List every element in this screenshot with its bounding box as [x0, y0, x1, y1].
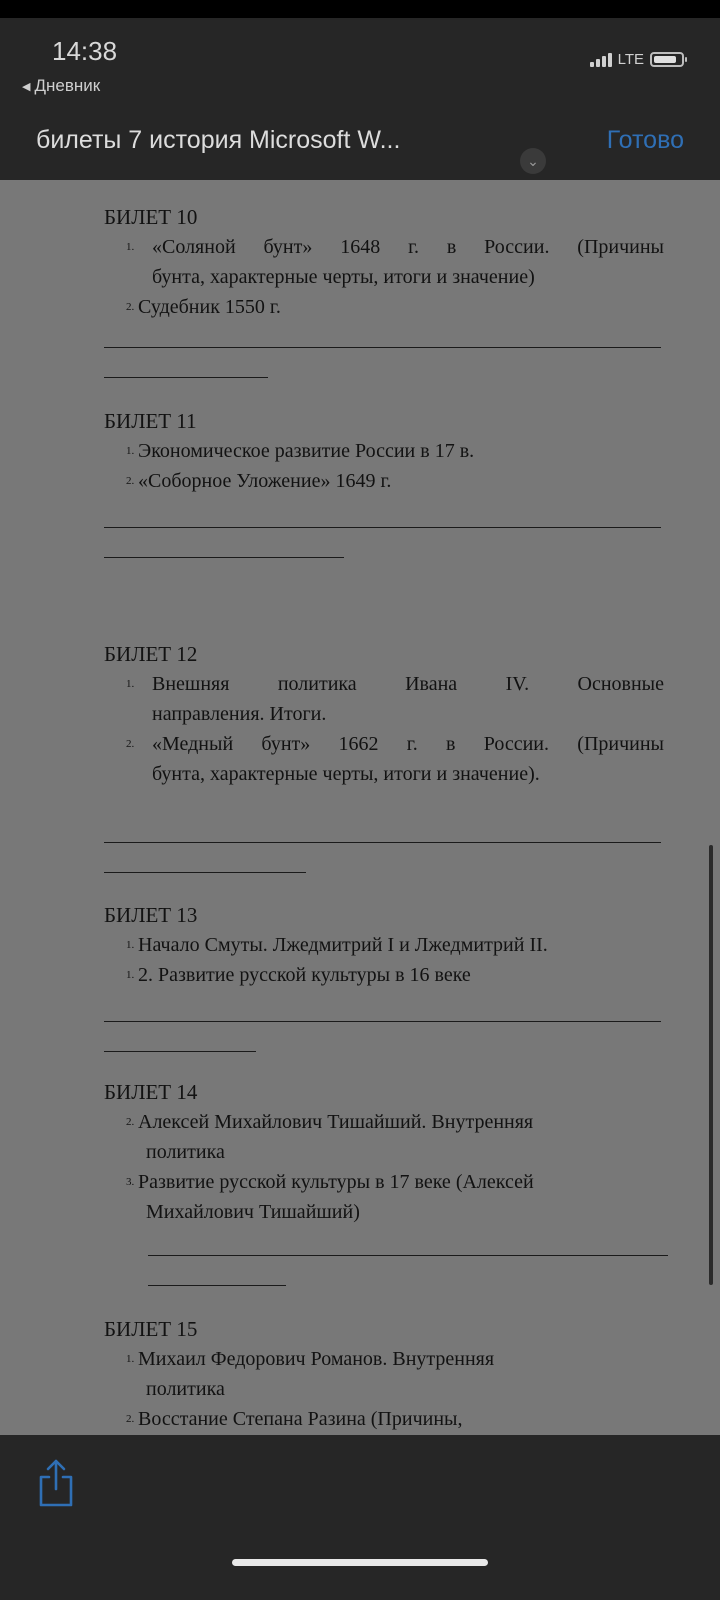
question-number: 2. [126, 475, 135, 487]
ticket-question [104, 466, 664, 496]
ticket-question-cont [104, 262, 664, 292]
network-type: LTE [617, 51, 644, 68]
signal-bars-icon [590, 53, 612, 67]
separator-line [104, 1021, 661, 1022]
question-line: «Соляной бунт» 1648 г. в России. (Причины [152, 236, 664, 258]
ticket-10 [104, 202, 664, 322]
question-line: «Медный бунт» 1662 г. в России. (Причины [152, 733, 664, 755]
separator-line [104, 527, 661, 528]
ticket-13 [104, 900, 664, 990]
ticket-question [104, 1344, 664, 1374]
question-number: 1. [126, 445, 135, 457]
ticket-question-cont [104, 1374, 664, 1404]
battery-icon [650, 52, 684, 67]
ticket-title: БИЛЕТ 13 [104, 903, 198, 927]
bottom-toolbar [0, 1435, 720, 1600]
question-number: 1. [126, 678, 135, 690]
question-line: Восстание Степана Разина (Причины, [138, 1408, 463, 1430]
separator-line [104, 557, 344, 558]
question-line: бунта, характерные черты, итоги и значение). [152, 763, 540, 785]
question-line: Михайлович Тишайший) [146, 1201, 360, 1223]
ticket-12 [104, 639, 664, 789]
question-line: направления. Итоги. [152, 703, 327, 725]
separator-line [148, 1255, 668, 1256]
ticket-question-cont [104, 759, 664, 789]
question-line: Судебник 1550 г. [138, 296, 281, 318]
separator-line [104, 1051, 256, 1052]
back-to-app-link[interactable] [22, 76, 100, 96]
ticket-title: БИЛЕТ 11 [104, 409, 197, 433]
question-line: Начало Смуты. Лжедмитрий I и Лжедмитрий II. [138, 934, 548, 956]
ticket-question [104, 1167, 664, 1197]
back-arrow-icon: ◀ [22, 80, 31, 93]
ticket-question-cont [104, 1137, 664, 1167]
share-icon[interactable] [37, 1457, 75, 1509]
separator-line [104, 872, 306, 873]
ticket-title: БИЛЕТ 14 [104, 1080, 198, 1104]
ticket-14 [104, 1077, 664, 1227]
question-line: Экономическое развитие России в 17 в. [138, 440, 475, 462]
ticket-question-cont [104, 1197, 664, 1227]
document-title[interactable]: билеты 7 история Microsoft W... [36, 126, 401, 154]
question-line: политика [146, 1141, 225, 1163]
question-line: Алексей Михайлович Тишайший. Внутренняя [138, 1111, 534, 1133]
ticket-question [104, 930, 664, 960]
status-indicators [590, 51, 684, 68]
question-number: 2. [126, 301, 135, 313]
separator-line [104, 347, 661, 348]
ticket-question-cont [104, 699, 664, 729]
question-number: 1. [126, 241, 135, 253]
question-number: 1. [126, 1353, 135, 1365]
ticket-question [104, 729, 664, 759]
separator-line [148, 1285, 286, 1286]
question-line: Михаил Федорович Романов. Внутренняя [138, 1348, 495, 1370]
question-number: 1. [126, 939, 135, 951]
chevron-down-icon[interactable]: ⌄ [520, 148, 546, 174]
status-time: 14:38 [52, 36, 118, 66]
question-number: 2. [126, 1413, 135, 1425]
top-bar [0, 18, 720, 180]
done-button[interactable]: Готово [606, 126, 684, 154]
question-line: 2. Развитие русской культуры в 16 веке [138, 964, 471, 986]
ticket-question [104, 1107, 664, 1137]
ticket-question [104, 669, 664, 699]
question-number: 1. [126, 969, 135, 981]
separator-line [104, 377, 268, 378]
ticket-question [104, 232, 664, 262]
ticket-title: БИЛЕТ 15 [104, 1317, 198, 1341]
question-line: Внешняя политика Ивана IV. Основные [152, 673, 664, 695]
vertical-scrollbar[interactable] [709, 845, 713, 1285]
ticket-question [104, 1404, 664, 1434]
ticket-11 [104, 406, 664, 496]
home-indicator[interactable] [232, 1559, 488, 1566]
question-line: бунта, характерные черты, итоги и значение) [152, 266, 535, 288]
ticket-title: БИЛЕТ 12 [104, 642, 198, 666]
ticket-title: БИЛЕТ 10 [104, 205, 198, 229]
question-line: «Соборное Уложение» 1649 г. [138, 470, 392, 492]
ticket-question [104, 436, 664, 466]
ticket-question [104, 292, 664, 322]
question-line: Развитие русской культуры в 17 веке (Алексей [138, 1171, 534, 1193]
separator-line [104, 842, 661, 843]
ticket-15 [104, 1314, 664, 1434]
question-number: 2. [126, 738, 135, 750]
question-number: 3. [126, 1176, 135, 1188]
ticket-question [104, 960, 664, 990]
question-number: 2. [126, 1116, 135, 1128]
document-page[interactable] [0, 180, 720, 1435]
back-label: Дневник [34, 76, 101, 95]
question-line: политика [146, 1378, 225, 1400]
